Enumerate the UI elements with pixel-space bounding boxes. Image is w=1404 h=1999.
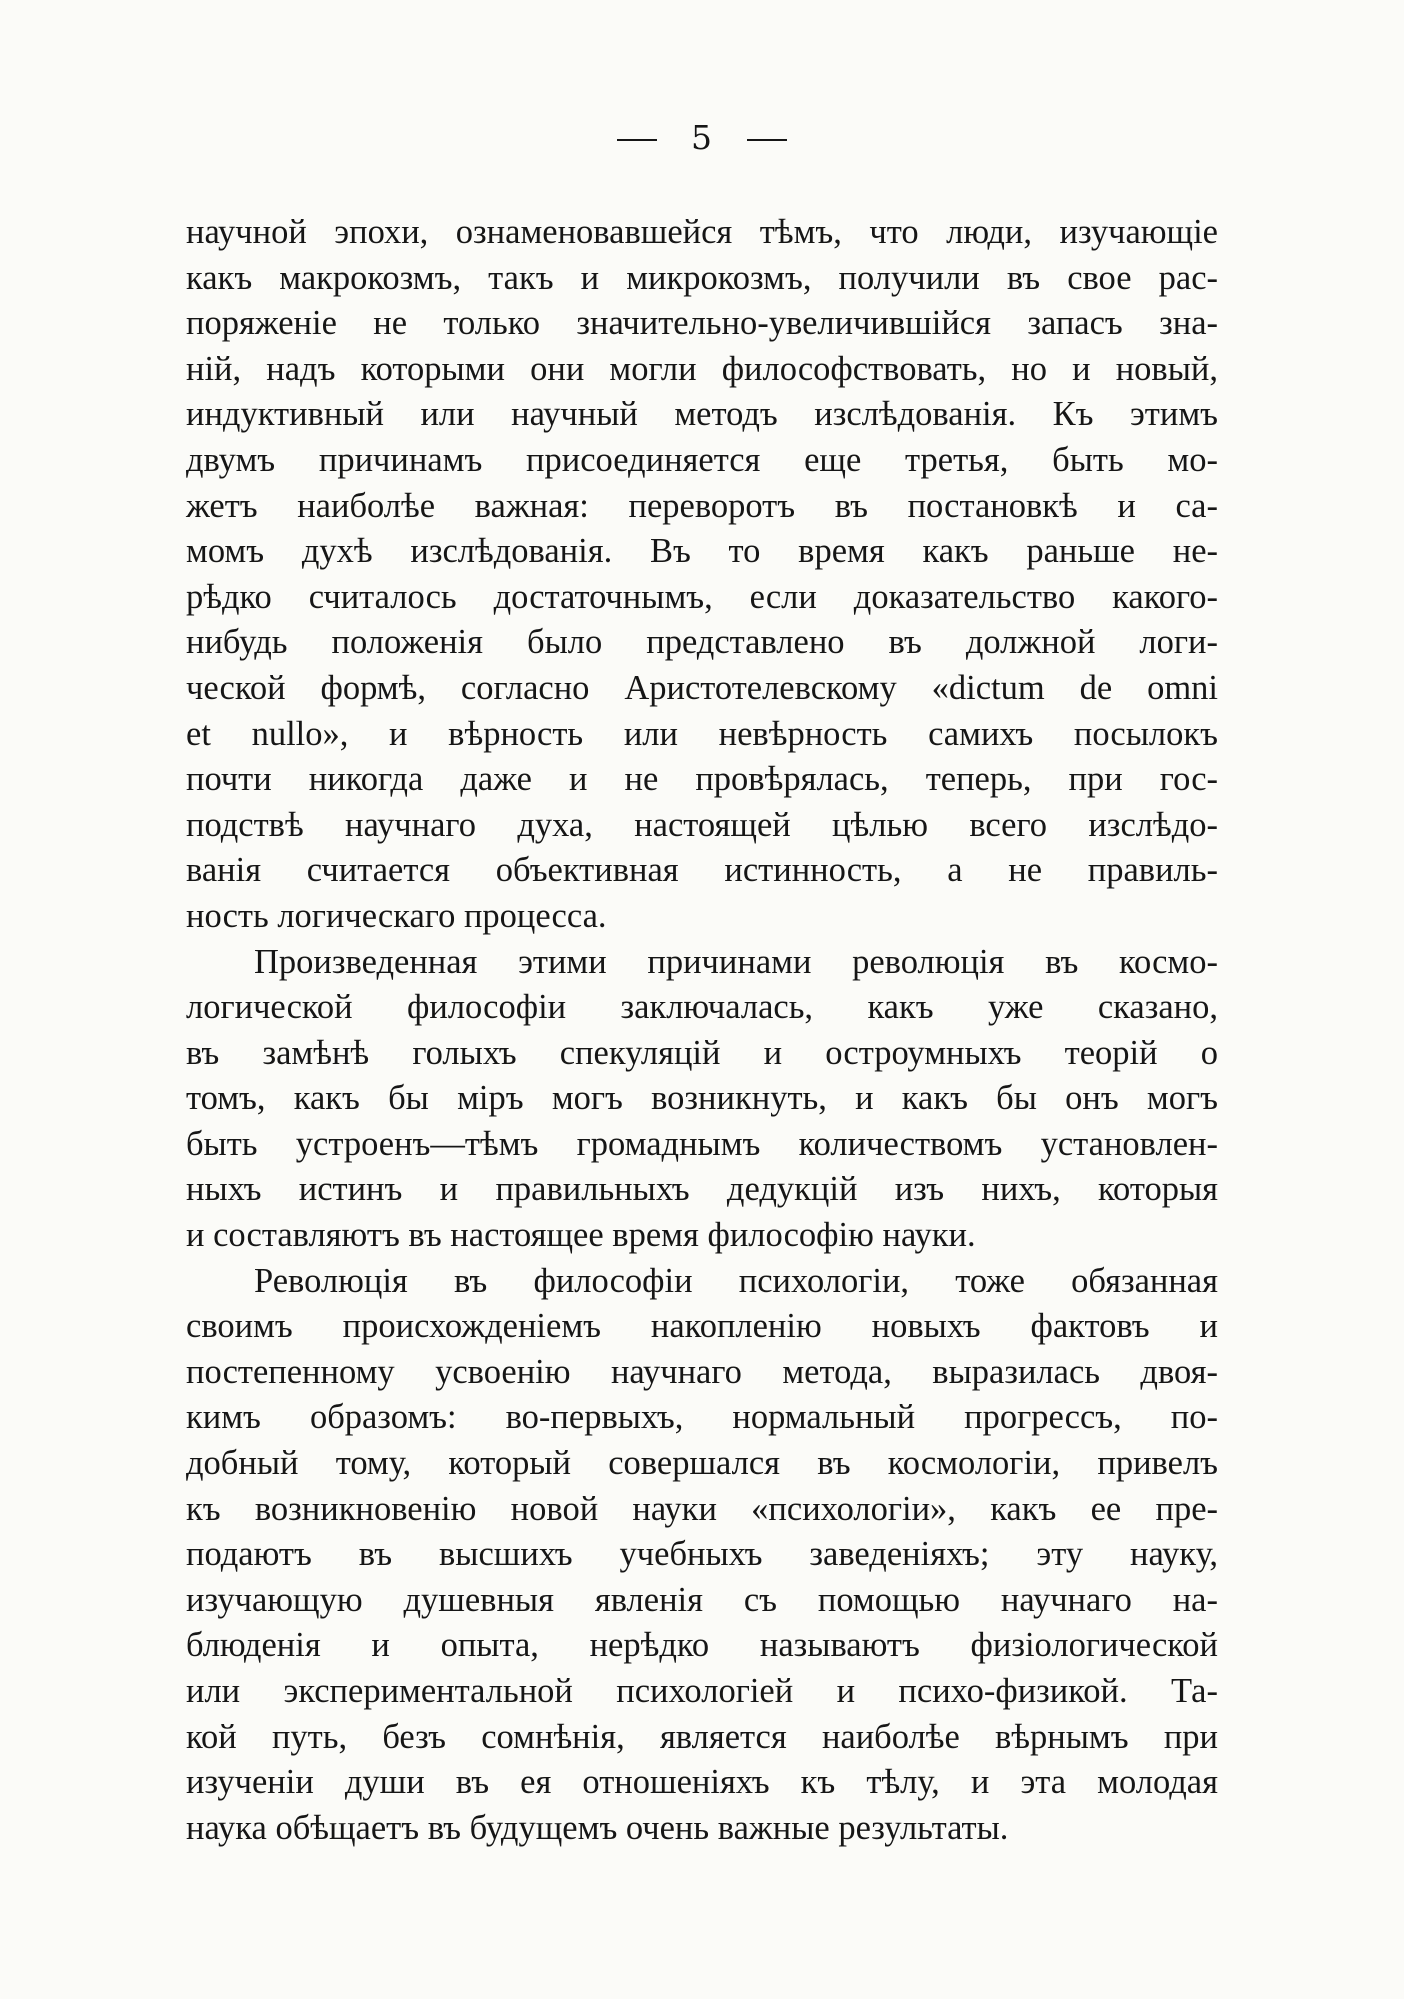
text-line: изученіи души въ ея отношеніяхъ къ тѣлу, и эта молодая bbox=[186, 1763, 1218, 1802]
text-line: Революція въ философіи психологіи, тоже обязанная bbox=[254, 1261, 1218, 1300]
text-line: кимъ образомъ: во-первыхъ, нормальный прогрессъ, по- bbox=[186, 1398, 1218, 1437]
text-line: момъ духѣ изслѣдованія. Въ то время какъ раньше не- bbox=[186, 532, 1218, 571]
text-line: подствѣ научнаго духа, настоящей цѣлью всего изслѣдо- bbox=[186, 805, 1218, 844]
text-line: ній, надъ которыми они могли философствовать, но и новый, bbox=[186, 349, 1218, 388]
text-line: индуктивный или научный методъ изслѣдованія. Къ этимъ bbox=[186, 395, 1218, 434]
text-line: рѣдко считалось достаточнымъ, если доказательство какого- bbox=[186, 577, 1218, 616]
text-line: двумъ причинамъ присоединяется еще третья, быть мо- bbox=[186, 440, 1218, 479]
text-line: изучающую душевныя явленія съ помощью научнаго на- bbox=[186, 1580, 1218, 1619]
paragraph bbox=[186, 1259, 1218, 1852]
text-line: ныхъ истинъ и правильныхъ дедукцій изъ нихъ, которыя bbox=[186, 1170, 1218, 1209]
text-line: быть устроенъ—тѣмъ громаднымъ количествомъ установлен- bbox=[186, 1124, 1218, 1163]
text-line: поряженіе не только значительно-увеличившійся запасъ зна- bbox=[186, 304, 1218, 343]
text-line: какъ макрокозмъ, такъ и микрокозмъ, получили въ свое рас- bbox=[186, 258, 1218, 297]
text-line: и составляютъ въ настоящее время философію науки. bbox=[186, 1216, 976, 1255]
text-line: томъ, какъ бы міръ могъ возникнуть, и какъ бы онъ могъ bbox=[186, 1079, 1218, 1118]
paragraph bbox=[186, 210, 1218, 940]
text-line: въ замѣнѣ голыхъ спекуляцій и остроумныхъ теорій о bbox=[186, 1033, 1218, 1072]
text-line: жетъ наиболѣе важная: переворотъ въ постановкѣ и са- bbox=[186, 486, 1218, 525]
text-line: ность логическаго процесса. bbox=[186, 896, 607, 935]
text-line: добный тому, который совершался въ космологіи, привелъ bbox=[186, 1444, 1218, 1483]
text-line: почти никогда даже и не провѣрялась, теперь, при гос- bbox=[186, 760, 1218, 799]
text-line: кой путь, безъ сомнѣнія, является наиболѣе вѣрнымъ при bbox=[186, 1717, 1218, 1756]
paragraph bbox=[186, 940, 1218, 1259]
text-line: наука обѣщаетъ въ будущемъ очень важные результаты. bbox=[186, 1808, 1009, 1847]
text-line: нибудь положенія было представлено въ должной логи- bbox=[186, 623, 1218, 662]
text-line: ческой формѣ, согласно Аристотелевскому «dictum de omni bbox=[186, 668, 1218, 707]
dash-left bbox=[617, 139, 657, 141]
body-text bbox=[186, 210, 1218, 1851]
text-line: подаютъ въ высшихъ учебныхъ заведеніяхъ; эту науку, bbox=[186, 1535, 1218, 1574]
text-line: логической философіи заключалась, какъ уже сказано, bbox=[186, 988, 1218, 1027]
text-line: ванія считается объективная истинность, а не правиль- bbox=[186, 851, 1218, 890]
text-line: постепенному усвоенію научнаго метода, выразилась двоя- bbox=[186, 1352, 1218, 1391]
page-number-value: 5 bbox=[691, 118, 713, 157]
text-line: блюденія и опыта, нерѣдко называютъ физіологической bbox=[186, 1626, 1218, 1665]
text-line: научной эпохи, ознаменовавшейся тѣмъ, что люди, изучающіе bbox=[186, 213, 1218, 251]
dash-right bbox=[747, 139, 787, 141]
text-line: къ возникновенію новой науки «психологіи», какъ ее пре- bbox=[186, 1489, 1218, 1528]
page-number bbox=[0, 118, 1404, 157]
text-line: Произведенная этими причинами революція въ космо- bbox=[254, 942, 1218, 981]
text-line: или экспериментальной психологіей и психо-физикой. Та- bbox=[186, 1672, 1218, 1710]
text-line: своимъ происхожденіемъ накопленію новыхъ фактовъ и bbox=[186, 1307, 1218, 1346]
text-line: et nullo», и вѣрность или невѣрность самихъ посылокъ bbox=[186, 714, 1218, 753]
